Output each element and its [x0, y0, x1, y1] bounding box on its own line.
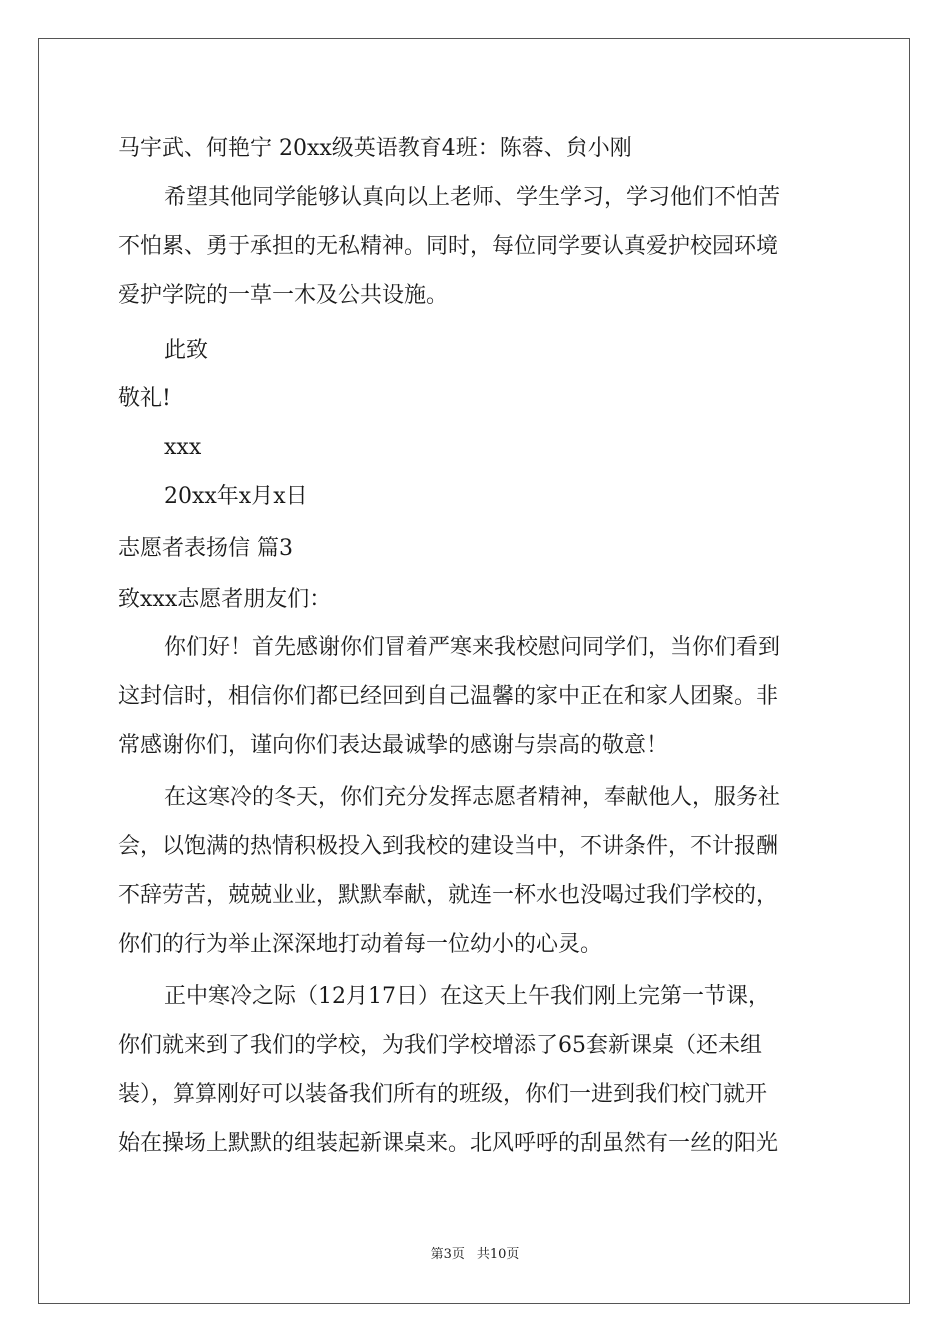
page-footer: [0, 1246, 950, 1264]
salutation: 致xxx志愿者朋友们：: [118, 587, 332, 612]
text-line: xxx: [164, 435, 202, 460]
section-heading: 志愿者表扬信 篇3: [118, 536, 293, 561]
text-line: 装），算算刚好可以装备我们所有的班级，你们一进到我们校门就开: [118, 1082, 768, 1107]
text-line: 爱护学院的一草一木及公共设施。: [118, 283, 449, 308]
text-line: 不怕累、勇于承担的无私精神。同时，每位同学要认真爱护校园环境: [118, 234, 779, 259]
text-line: 你们好！首先感谢你们冒着严寒来我校慰问同学们，当你们看到: [164, 635, 781, 660]
text-line: 正中寒冷之际（12月17日）在这天上午我们刚上完第一节课，: [164, 984, 770, 1009]
text-line: 你们的行为举止深深地打动着每一位幼小的心灵。: [118, 932, 603, 957]
text-line: 敬礼!: [118, 386, 171, 411]
page-border: [38, 38, 910, 1304]
text-line: 马宇武、何艳宁 20xx级英语教育4班：陈蓉、贠小刚: [118, 136, 632, 161]
text-line: 20xx年x月x日: [164, 484, 308, 509]
text-line: 在这寒冷的冬天，你们充分发挥志愿者精神，奉献他人，服务社: [164, 785, 781, 810]
text-line: 不辞劳苦，兢兢业业，默默奉献，就连一杯水也没喝过我们学校的，: [118, 883, 779, 908]
text-line: 这封信时，相信你们都已经回到自己温馨的家中正在和家人团聚。非: [118, 684, 779, 709]
text-line: 希望其他同学能够认真向以上老师、学生学习，学习他们不怕苦: [164, 185, 781, 210]
text-line: 常感谢你们，谨向你们表达最诚挚的感谢与崇高的敬意！: [118, 733, 669, 758]
text-line: 此致: [164, 338, 209, 363]
text-line: 会，以饱满的热情积极投入到我校的建设当中，不讲条件，不计报酬: [118, 834, 779, 859]
page-number: 第3页: [430, 1247, 465, 1262]
text-line: 你们就来到了我们的学校，为我们学校增添了65套新课桌（还未组: [118, 1033, 762, 1058]
text-line: 始在操场上默默的组装起新课桌来。北风呼呼的刮虽然有一丝的阳光: [118, 1131, 779, 1156]
page-total: 共10页: [476, 1247, 520, 1262]
